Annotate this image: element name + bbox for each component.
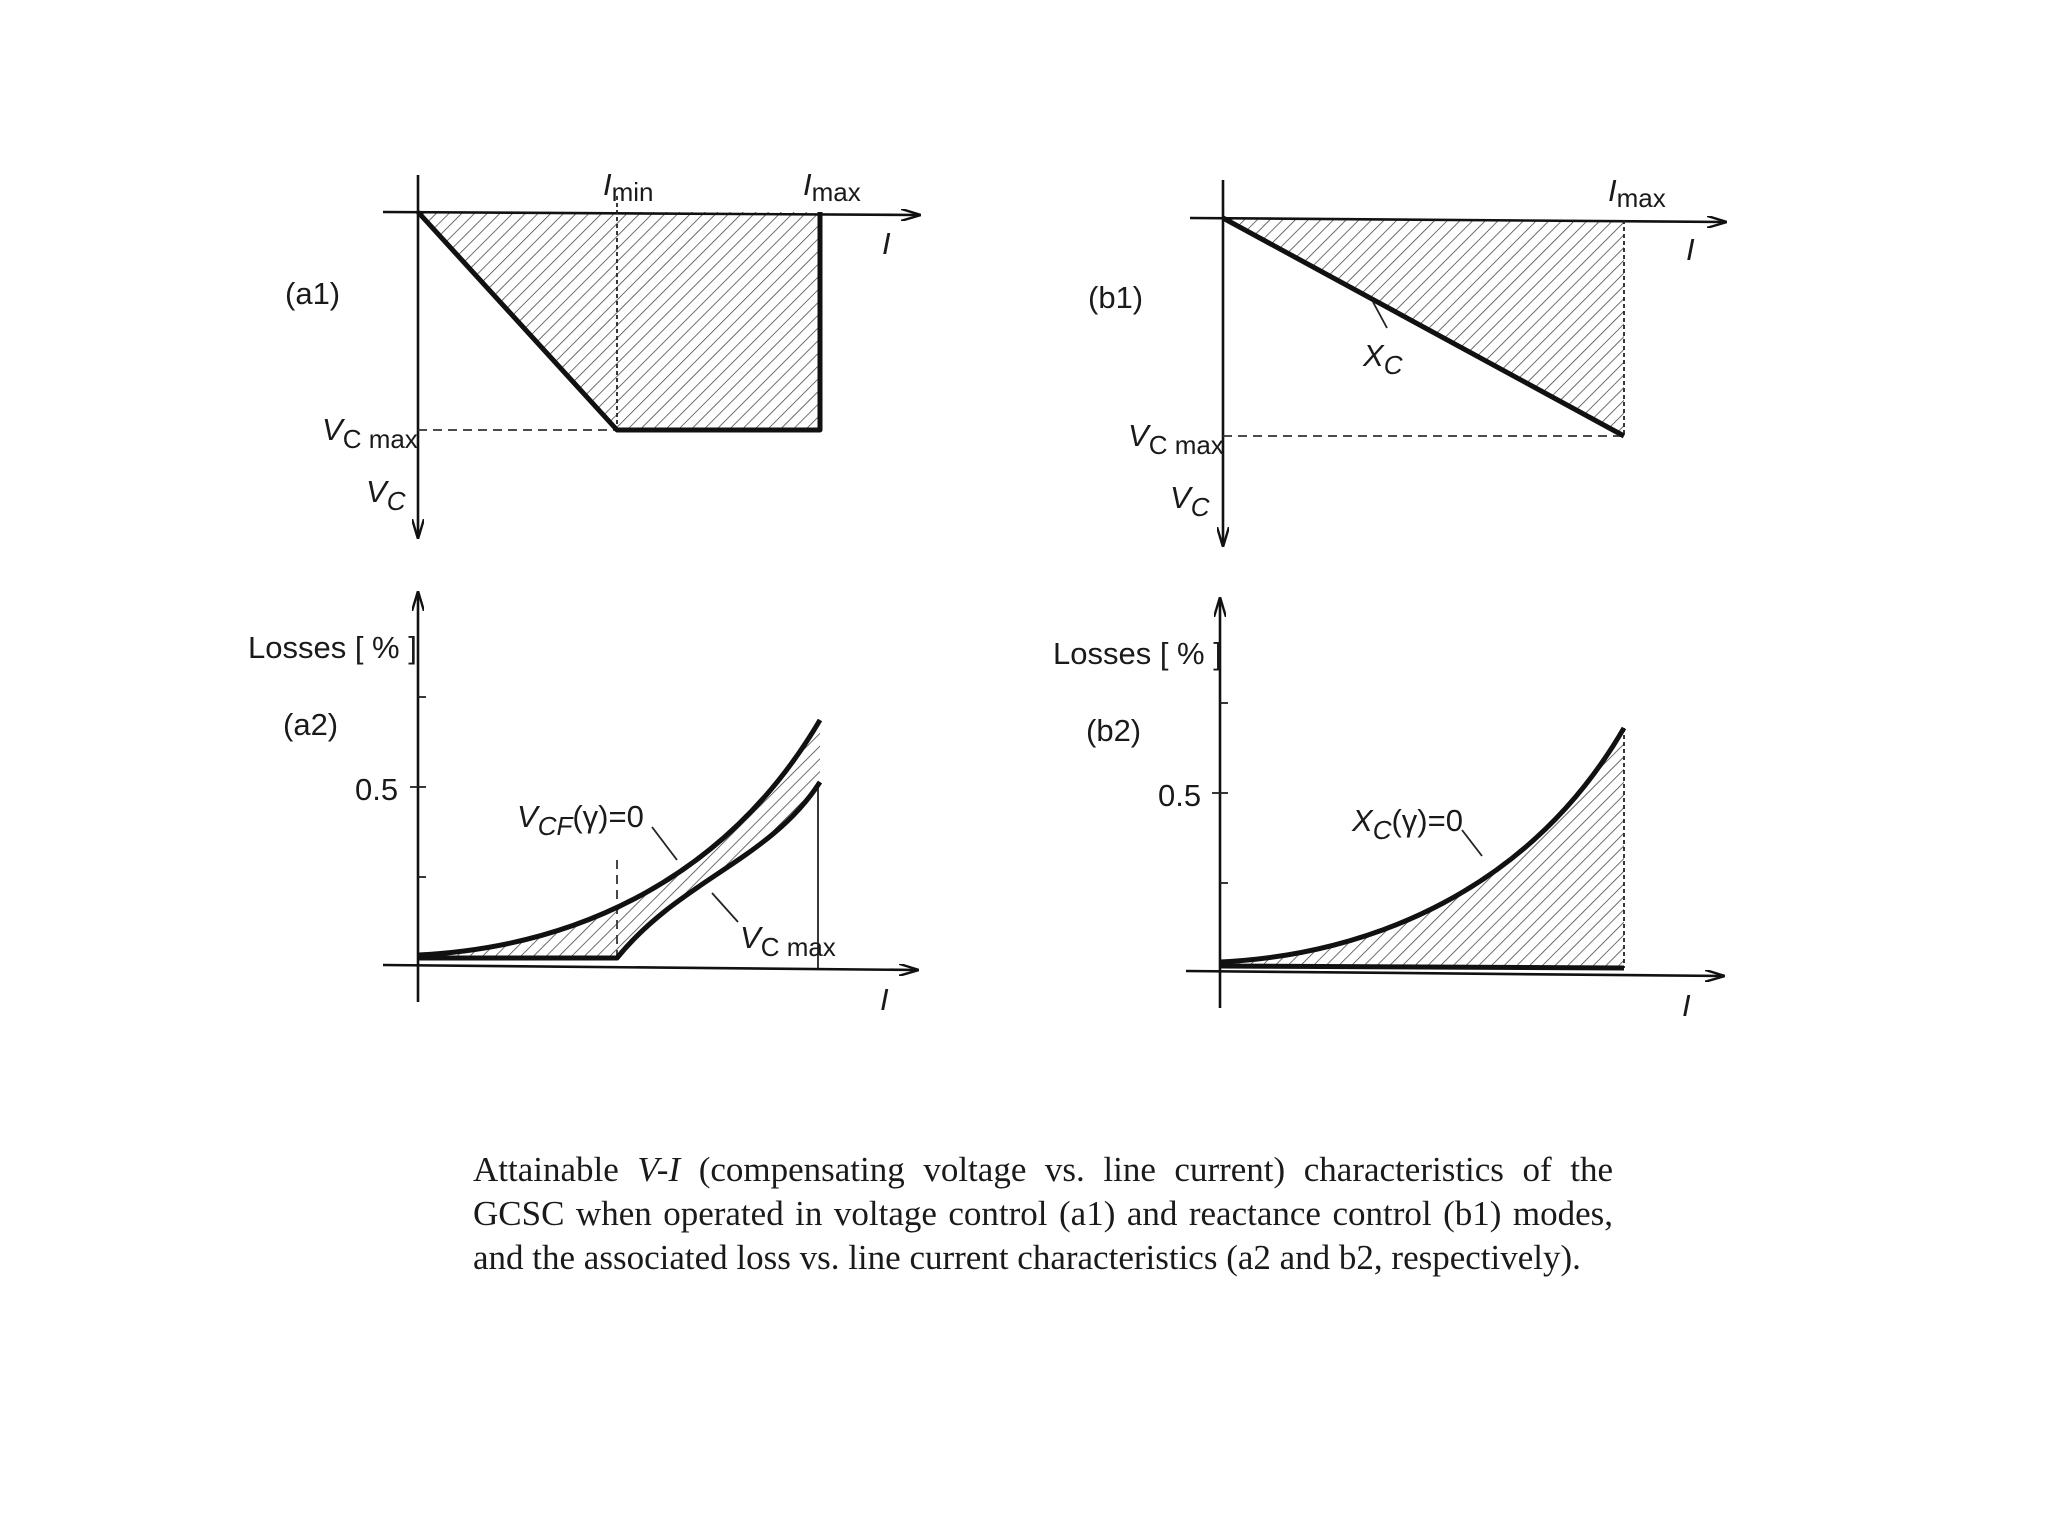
a2-vcmax-leader [712,893,738,922]
b1-xc-label: XC [1363,338,1403,380]
a2-vcmax-label: VC max [740,920,836,962]
panel-b2 [1053,598,1724,1023]
a2-tick-label: 0.5 [355,772,399,807]
panel-a1 [285,167,920,538]
b2-xc-leader [1462,830,1482,856]
a2-i-axis [383,965,918,970]
b2-xc-label: XC(γ)=0 [1352,803,1463,845]
a1-tag: (a1) [285,276,341,311]
a1-imin-label: Imin [603,167,654,207]
a2-y-axis-label: Losses [ % ] [248,630,417,665]
b1-tag: (b1) [1088,280,1144,315]
a1-operating-region [418,212,820,430]
a1-imax-label: Imax [803,167,861,207]
b2-tick-label: 0.5 [1158,778,1202,813]
panel-b1 [1088,173,1726,546]
caption-text-1: Attainable [473,1150,638,1189]
b2-y-axis-label: Losses [ % ] [1053,636,1222,671]
a2-i-axis-label: I [880,982,889,1017]
a1-v-axis-label: VC [366,474,406,516]
caption-text-2: (compensating voltage vs. line current) characteristics of the GCSC when operated in voltage control (a1) and reactance control (b1) modes, and the associated loss vs. line current characteristics (a2 and b2, respectively). [473,1150,1613,1277]
a1-vcmax-label: VC max [322,412,418,454]
panel-a2 [248,592,918,1017]
b1-v-axis-label: VC [1170,480,1210,522]
b2-loss-region [1220,728,1624,968]
b2-i-axis [1186,971,1724,976]
a2-vcf-leader [652,827,677,860]
b1-i-axis-label: I [1686,232,1695,267]
caption-vi-italic: V-I [637,1150,681,1189]
a2-tag: (a2) [283,707,339,742]
b2-tag: (b2) [1086,713,1142,748]
b2-base-line [1220,966,1624,968]
a1-i-axis-label: I [882,226,891,261]
figure-caption [473,1148,1613,1280]
b1-vcmax-label: VC max [1128,418,1224,460]
b2-i-axis-label: I [1682,988,1691,1023]
a2-vcf-label: VCF(γ)=0 [517,799,644,841]
b1-imax-label: Imax [1608,173,1666,213]
